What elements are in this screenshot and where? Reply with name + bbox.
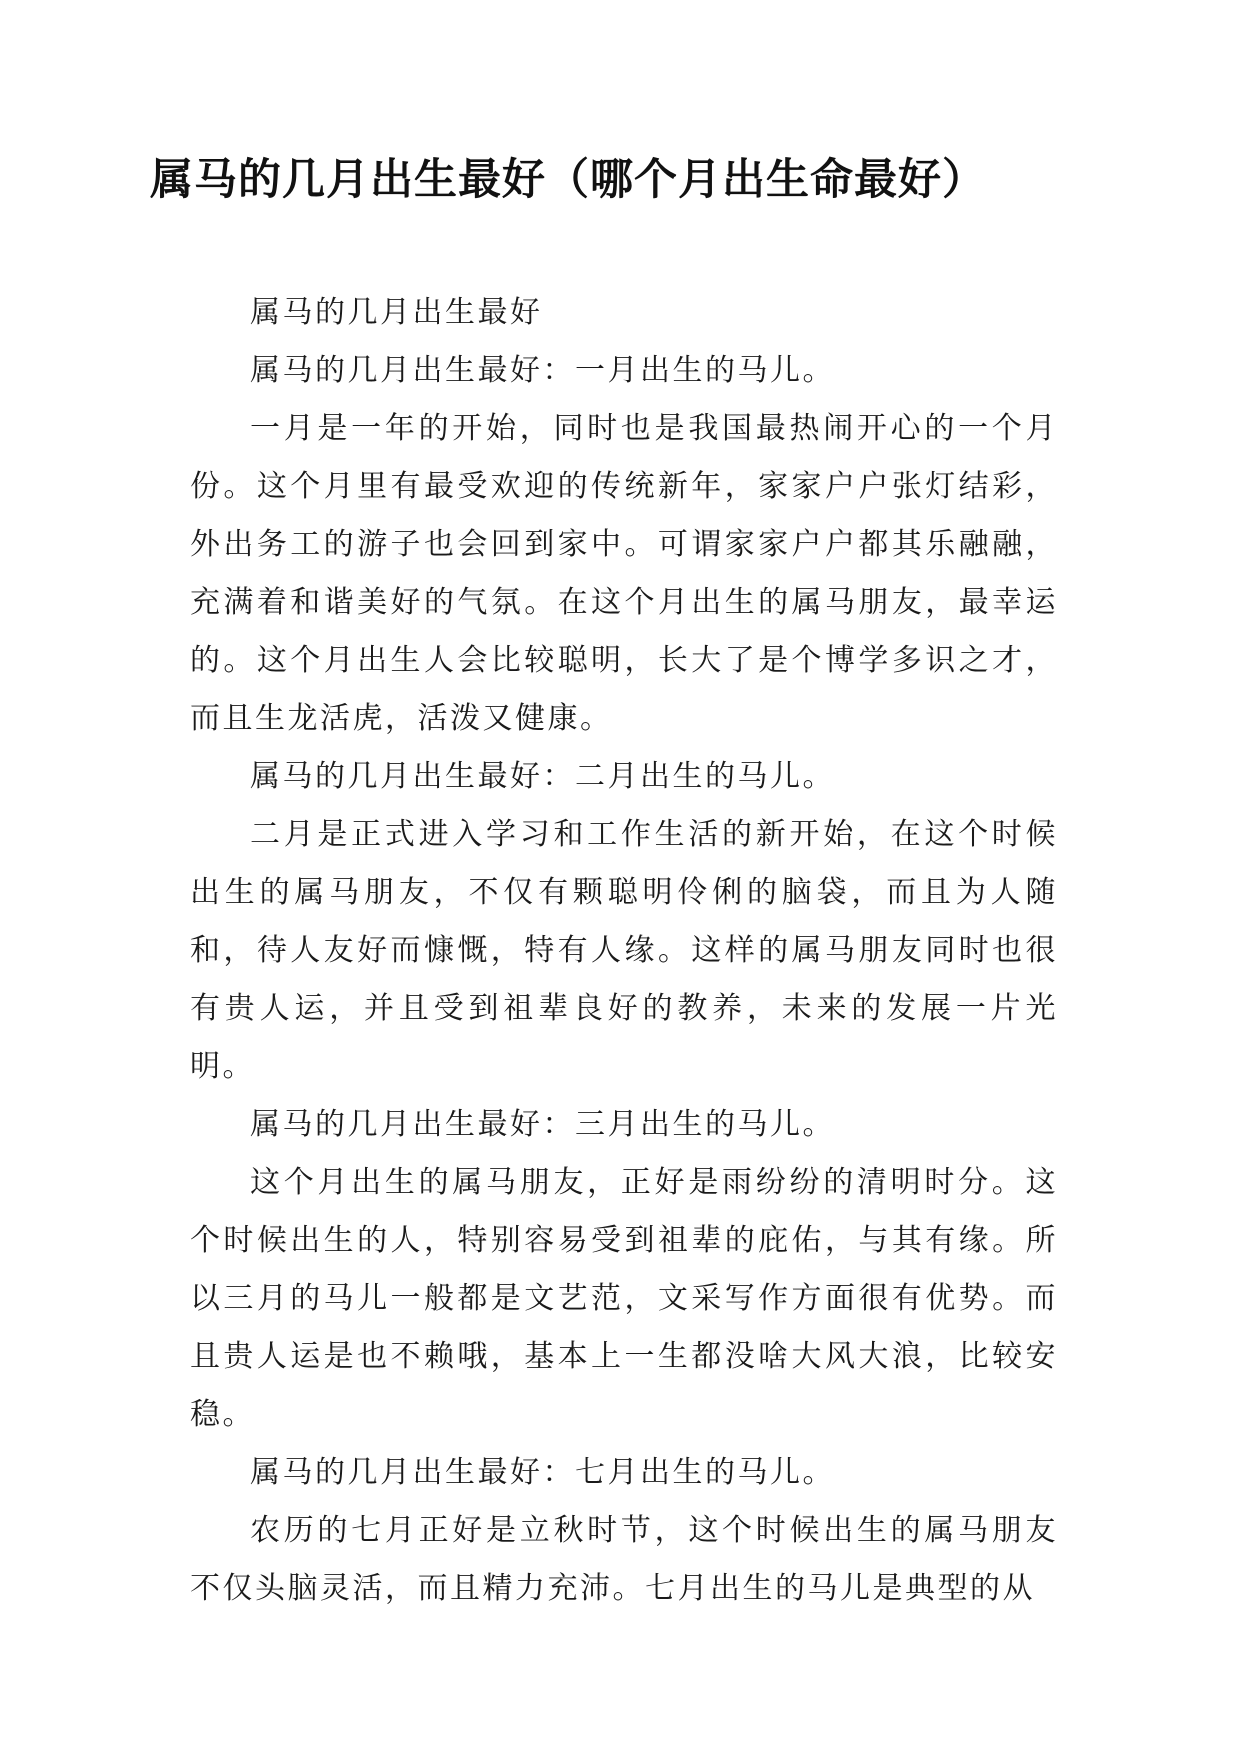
paragraph: 属马的几月出生最好：二月出生的马儿。	[250, 759, 835, 794]
paragraph: 这个月出生的属马朋友，正好是雨纷纷的清明时分。这个时候出生的人，特别容易受到祖辈的庇佑，与其有缘。所以三月的马儿一般都是文艺范，文采写作方面很有优势。而且贵人运是也不赖哦，基本上一生都没啥大风大浪，比较安稳。	[190, 1165, 1058, 1432]
paragraph: 农历的七月正好是立秋时节，这个时候出生的属马朋友不仅头脑灵活，而且精力充沛。七月出生的马儿是典型的从	[190, 1513, 1058, 1606]
paragraph: 二月是正式进入学习和工作生活的新开始，在这个时候出生的属马朋友，不仅有颗聪明伶俐的脑袋，而且为人随和，待人友好而慷慨，特有人缘。这样的属马朋友同时也很有贵人运，并且受到祖辈良好的教养，未来的发展一片光明。	[190, 817, 1058, 1084]
paragraph: 属马的几月出生最好：七月出生的马儿。	[250, 1455, 835, 1490]
paragraph: 属马的几月出生最好：三月出生的马儿。	[250, 1107, 835, 1142]
document-body	[190, 284, 1058, 1618]
paragraph: 一月是一年的开始，同时也是我国最热闹开心的一个月份。这个月里有最受欢迎的传统新年，家家户户张灯结彩，外出务工的游子也会回到家中。可谓家家户户都其乐融融，充满着和谐美好的气氛。在这个月出生的属马朋友，最幸运的。这个月出生人会比较聪明，长大了是个博学多识之才，而且生龙活虎，活泼又健康。	[190, 411, 1058, 736]
paragraph: 属马的几月出生最好：一月出生的马儿。	[250, 353, 835, 388]
paragraph: 属马的几月出生最好	[250, 295, 543, 330]
document-title: 属马的几月出生最好（哪个月出生命最好）	[150, 155, 986, 205]
